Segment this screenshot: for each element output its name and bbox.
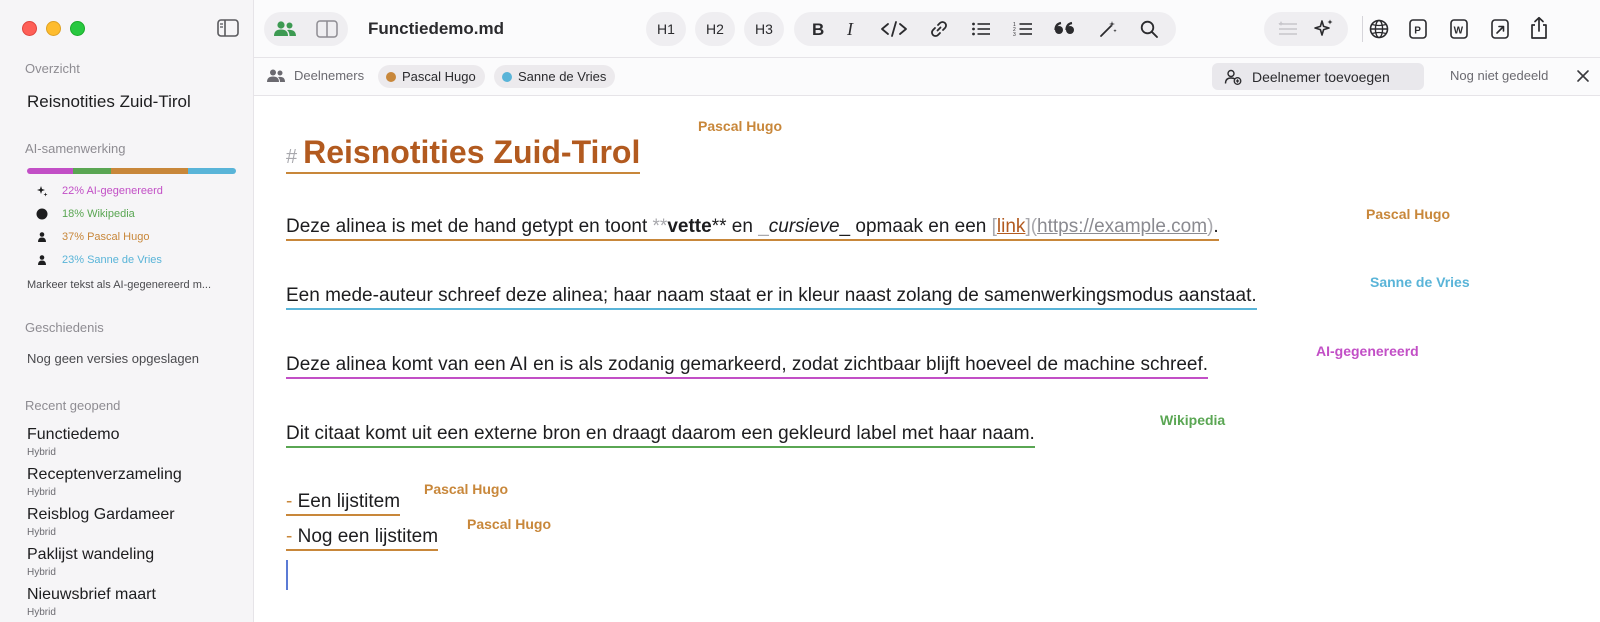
heading-text: Reisnotities Zuid-Tirol — [303, 134, 641, 170]
contribution-segment — [111, 168, 188, 174]
participant-name: Sanne de Vries — [518, 69, 607, 84]
share-icon[interactable] — [1528, 16, 1550, 40]
recent-item-name: Paklijst wandeling — [27, 546, 155, 563]
markdown-marker: [ — [991, 216, 997, 237]
paragraph-coauthor[interactable]: Een mede-auteur schreef deze alinea; haar naam staat er in kleur naast zolang de samenwerkingsmodus aanstaat. — [286, 285, 1257, 310]
svg-text:I: I — [847, 21, 854, 37]
share-status: Nog niet gedeeld — [1450, 68, 1549, 83]
recent-item[interactable] — [27, 425, 120, 459]
zoom-window-button[interactable] — [70, 21, 85, 36]
recent-item-name: Reisblog Gardameer — [27, 506, 175, 523]
quote-icon[interactable] — [1054, 21, 1076, 37]
paragraph-ai[interactable]: Deze alinea komt van een AI en is als zodanig gemarkeerd, zodat zichtbaar blijft hoeveel de machine schreef. — [286, 354, 1208, 379]
export-word-icon[interactable] — [1448, 18, 1470, 40]
list-marker: - — [286, 491, 293, 512]
view-mode-group — [264, 12, 348, 46]
ai-group — [1264, 12, 1348, 46]
open-external-icon[interactable] — [1489, 18, 1511, 40]
bold-text: vette — [667, 216, 712, 237]
paragraph-text: opmaak en een — [850, 216, 992, 237]
stat-label-sanne: 23% Sanne de Vries — [62, 254, 162, 266]
toolbar-divider — [1362, 16, 1363, 42]
paragraph-text: Deze alinea is met de hand getypt en toont — [286, 216, 653, 237]
svg-text:3: 3 — [1012, 32, 1016, 37]
bold-icon[interactable] — [811, 21, 825, 37]
markdown-marker: _ — [839, 216, 851, 237]
participants-label: Deelnemers — [294, 68, 365, 83]
paragraph-text: . — [1213, 216, 1219, 237]
document-title: Functiedemo.md — [368, 19, 505, 38]
add-person-icon — [1224, 69, 1242, 85]
list-item[interactable] — [286, 526, 438, 551]
sidebar — [0, 0, 254, 622]
markdown-marker: ** — [711, 216, 727, 237]
heading-2-button[interactable]: H2 — [695, 12, 735, 46]
heading-1-button[interactable]: H1 — [646, 12, 686, 46]
svg-text:1: 1 — [1012, 22, 1016, 28]
list-item-text: Nog een lijstitem — [297, 526, 439, 547]
recent-item-name: Receptenverzameling — [27, 466, 182, 483]
contribution-segment — [188, 168, 236, 174]
participants-icon — [266, 68, 286, 89]
stat-label-ai: 22% AI-gegenereerd — [62, 185, 163, 197]
author-label-sanne: Sanne de Vries — [1370, 274, 1470, 290]
sparkle-icon — [36, 185, 48, 197]
participant-chip-pascal[interactable] — [378, 65, 485, 88]
ai-mark-off-icon[interactable] — [1277, 20, 1299, 38]
heading-markdown-marker: # — [286, 146, 298, 168]
link-url[interactable]: https://example.com — [1037, 216, 1208, 237]
recent-item[interactable] — [27, 465, 182, 499]
author-label-pascal: Pascal Hugo — [424, 481, 509, 497]
markdown-marker: ** — [652, 216, 668, 237]
svg-text:W: W — [1453, 25, 1464, 37]
participant-chip-sanne[interactable] — [494, 65, 615, 88]
close-window-button[interactable] — [22, 21, 37, 36]
magic-wand-icon[interactable] — [1098, 19, 1118, 39]
toolbar — [254, 0, 1600, 58]
markdown-marker: _ — [758, 216, 769, 237]
recent-item[interactable] — [27, 545, 154, 579]
recent-item-type: Hybrid — [27, 487, 56, 498]
paragraph-handwritten[interactable] — [286, 216, 1219, 241]
stat-ai — [36, 185, 163, 197]
recent-item[interactable] — [27, 585, 156, 619]
minimize-window-button[interactable] — [46, 21, 61, 36]
link-text[interactable]: link — [996, 216, 1026, 237]
bullet-list-icon[interactable] — [971, 21, 991, 37]
svg-text:2: 2 — [1012, 27, 1016, 33]
globe-icon — [36, 208, 48, 220]
list-marker: - — [286, 526, 293, 547]
heading-3-button[interactable]: H3 — [744, 12, 784, 46]
contribution-segment — [27, 168, 73, 174]
numbered-list-icon[interactable] — [1013, 21, 1033, 37]
overview-title[interactable]: Reisnotities Zuid-Tirol — [27, 92, 191, 111]
sidebar-toggle-icon[interactable] — [217, 19, 239, 37]
participant-color-dot — [386, 72, 396, 82]
collaboration-mode-icon[interactable] — [264, 12, 306, 46]
link-icon[interactable] — [929, 19, 949, 39]
author-label-pascal: Pascal Hugo — [698, 118, 783, 134]
window-controls — [22, 21, 85, 36]
recent-label: Recent geopend — [25, 398, 121, 413]
list-item-text: Een lijstitem — [297, 491, 401, 512]
add-participant-button[interactable] — [1212, 63, 1424, 90]
stat-sanne — [36, 254, 162, 266]
author-label-pascal: Pascal Hugo — [467, 516, 552, 532]
format-group — [794, 12, 1176, 46]
globe-icon[interactable] — [1368, 18, 1390, 40]
overview-label: Overzicht — [25, 61, 80, 76]
author-label-ai: AI-gegenereerd — [1316, 343, 1419, 359]
stat-label-pascal: 37% Pascal Hugo — [62, 231, 150, 243]
stat-pascal — [36, 231, 149, 243]
recent-item-name: Functiedemo — [27, 426, 120, 443]
author-label-wikipedia: Wikipedia — [1160, 412, 1226, 428]
close-icon[interactable] — [1576, 69, 1590, 88]
recent-item-type: Hybrid — [27, 567, 56, 578]
search-icon[interactable] — [1139, 19, 1159, 39]
add-participant-label: Deelnemer toevoegen — [1252, 68, 1390, 85]
markdown-marker: ) — [1207, 216, 1214, 237]
export-pdf-icon[interactable] — [1407, 18, 1429, 40]
recent-item[interactable] — [27, 505, 175, 539]
paragraph-quote[interactable]: Dit citaat komt uit een externe bron en draagt daarom een gekleurd label met haar naam. — [286, 423, 1035, 448]
person-icon — [36, 231, 48, 243]
editor[interactable] — [254, 96, 1600, 622]
history-empty-text: Nog geen versies opgeslagen — [27, 351, 200, 366]
participant-color-dot — [502, 72, 512, 82]
recent-item-type: Hybrid — [27, 447, 56, 458]
code-icon[interactable] — [880, 20, 908, 38]
list-item[interactable] — [286, 491, 400, 516]
split-view-icon[interactable] — [306, 12, 348, 46]
svg-text:B: B — [811, 21, 825, 37]
stat-wikipedia — [36, 208, 135, 220]
ai-sparkle-icon[interactable] — [1313, 18, 1335, 40]
mark-ai-hint[interactable]: Markeer tekst als AI-gegenereerd m... — [27, 279, 212, 291]
participants-bar — [254, 58, 1600, 96]
author-label-pascal: Pascal Hugo — [1366, 206, 1451, 222]
paragraph-text: en — [726, 216, 759, 237]
history-label: Geschiedenis — [25, 320, 104, 335]
italic-icon[interactable] — [846, 21, 858, 37]
contribution-bar — [27, 168, 236, 174]
recent-item-type: Hybrid — [27, 607, 56, 618]
svg-text:P: P — [1414, 25, 1421, 37]
recent-item-name: Nieuwsbrief maart — [27, 586, 156, 603]
document-heading[interactable] — [286, 134, 640, 174]
ai-collaboration-label: AI-samenwerking — [25, 141, 126, 156]
person-icon — [36, 254, 48, 266]
italic-text: cursieve — [768, 216, 840, 237]
contribution-segment — [73, 168, 111, 174]
text-cursor — [286, 560, 288, 590]
recent-item-type: Hybrid — [27, 527, 56, 538]
markdown-marker: ]( — [1025, 216, 1038, 237]
participant-name: Pascal Hugo — [402, 69, 476, 84]
stat-label-wikipedia: 18% Wikipedia — [62, 208, 135, 220]
